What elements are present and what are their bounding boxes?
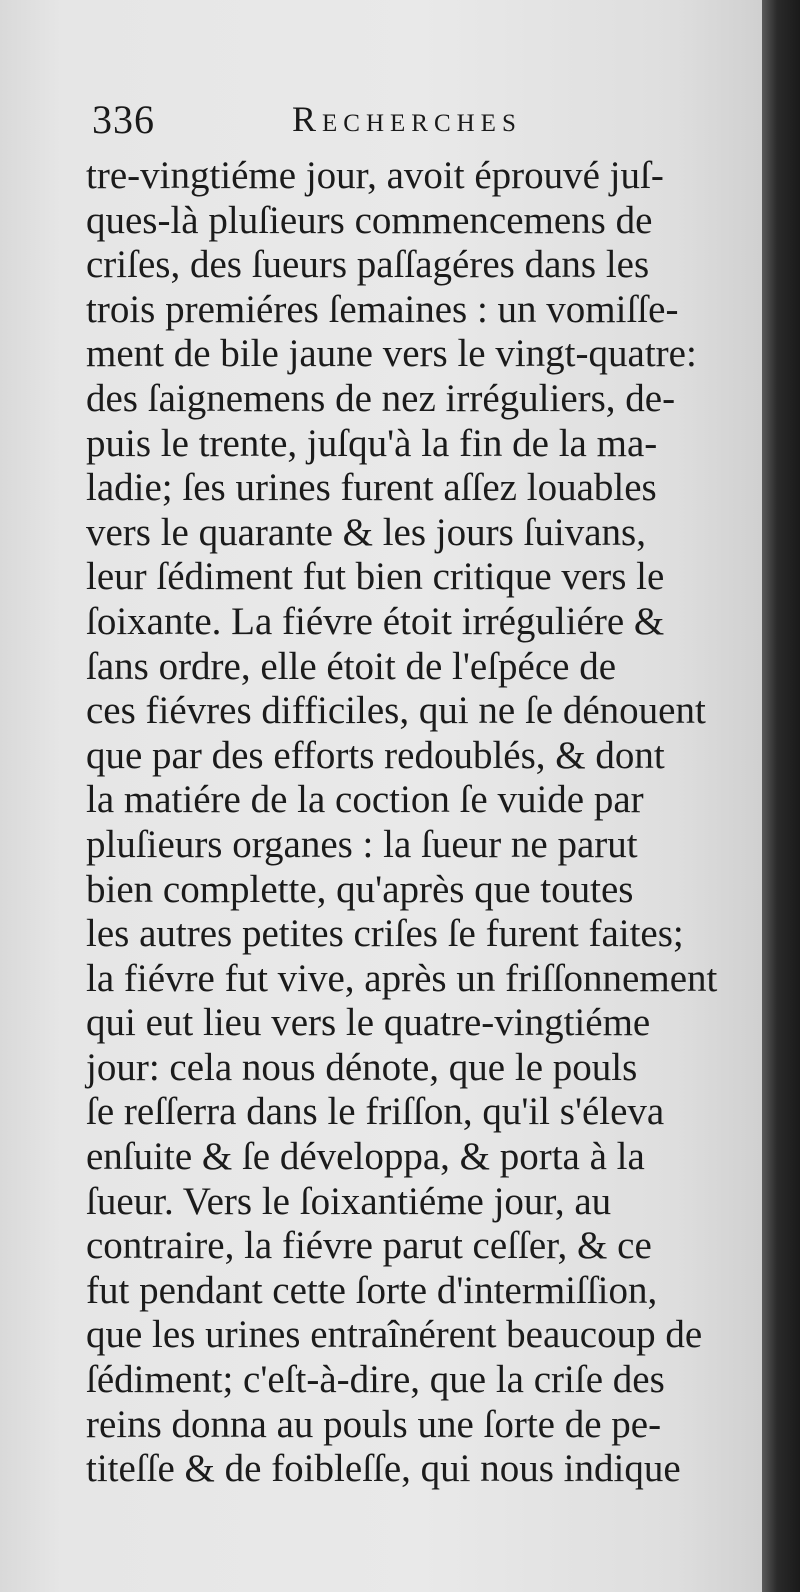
text-line: leur ſédiment fut bien critique vers le	[86, 555, 665, 599]
text-line: ſoixante. La fiévre étoit irréguliére &	[86, 599, 665, 643]
text-line: puis le trente, juſqu'à la fin de la ma-	[86, 421, 658, 465]
text-line: ſueur. Vers le ſoixantiéme jour, au	[86, 1179, 612, 1223]
text-line: titeſſe & de foibleſſe, qui nous indique	[86, 1447, 681, 1491]
text-line: ment de bile jaune vers le vingt-quatre:	[86, 332, 697, 376]
text-line: la matiére de la coction ſe vuide par	[86, 778, 644, 822]
text-line: que par des efforts redoublés, & dont	[86, 733, 665, 777]
text-line: tre-vingtiéme jour, avoit éprouvé juſ-	[86, 154, 664, 197]
text-line: la fiévre fut vive, après un friſſonnement	[86, 956, 718, 1000]
text-line: que les urines entraînérent beaucoup de	[86, 1313, 703, 1357]
text-line: ſe reſſerra dans le friſſon, qu'il s'éleva	[86, 1090, 665, 1134]
text-line: ſédiment; c'eſt-à-dire, que la criſe des	[86, 1358, 665, 1402]
text-line: des ſaignemens de nez irréguliers, de-	[86, 376, 676, 420]
text-line: ſans ordre, elle étoit de l'eſpéce de	[86, 644, 617, 688]
text-line: criſes, des ſueurs paſſagéres dans les	[86, 243, 650, 287]
text-line: contraire, la fiévre parut ceſſer, & ce	[86, 1224, 652, 1268]
text-line: ques-là pluſieurs commencemens de	[86, 198, 653, 242]
text-line: reins donna au pouls une ſorte de pe-	[86, 1402, 662, 1446]
text-line: jour: cela nous dénote, que le pouls	[86, 1045, 638, 1089]
text-line: enſuite & ſe développa, & porta à la	[86, 1135, 645, 1179]
body-text	[86, 154, 746, 1492]
text-line: les autres petites criſes ſe furent faites;	[86, 912, 684, 956]
running-head: Recherches	[292, 99, 522, 139]
text-line: trois premiéres ſemaines : un vomiſſe-	[86, 287, 679, 331]
text-line: pluſieurs organes : la ſueur ne parut	[86, 822, 638, 866]
page-header	[92, 96, 652, 146]
text-line: fut pendant cette ſorte d'intermiſſion,	[86, 1268, 658, 1312]
text-line: qui eut lieu vers le quatre-vingtiéme	[86, 1001, 651, 1045]
text-line: ces fiévres difficiles, qui ne ſe dénouent	[86, 689, 706, 733]
text-line: vers le quarante & les jours ſuivans,	[86, 510, 646, 554]
page-number: 336	[92, 97, 155, 142]
text-line: ladie; ſes urines furent aſſez louables	[86, 466, 657, 510]
text-line: bien complette, qu'après que toutes	[86, 867, 634, 911]
page-edge-shadow	[762, 0, 800, 1592]
